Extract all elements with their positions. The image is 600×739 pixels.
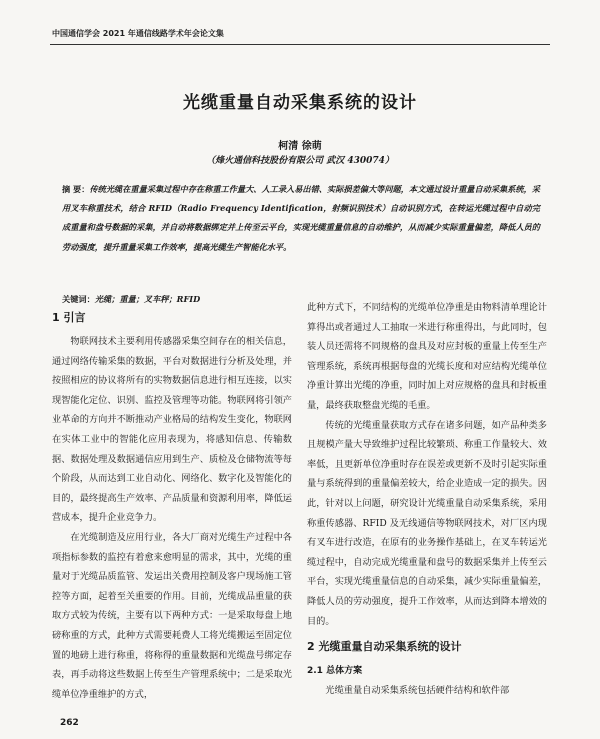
section-2-1-heading: 2.1 总体方案	[307, 666, 363, 677]
paper-authors: 柯清 徐萌	[278, 141, 322, 152]
section-1-paragraph-3: 此种方式下，不同结构的光缆单位净重是由物料清单理论计算得出或者通过人工抽取一米进行称重得出，与此同时，包装人员还需将不同规格的盘具及对应封板的重量上传至生产管理系统，系统再根据每盘的光缆长度和对应结构光缆单位净重计算出光缆的净重，同时加上对应规格的盘具和封板重量，最终获取整盘光缆的毛重。	[307, 302, 547, 411]
keywords-text: 光缆；重量；叉车秤；RFID	[94, 294, 201, 304]
right-column	[307, 298, 547, 701]
abstract-label: 摘 要：	[62, 184, 90, 194]
left-column	[52, 298, 292, 704]
section-1-paragraph-2: 在光缆制造及应用行业，各大厂商对光缆生产过程中各项指标参数的监控有着愈来愈明显的需求，其中，光缆的重量对于光缆品质监管、发运出关费用控制及客户现场施工管控等方面，起着至关重要的作用。目前，光缆成品重量的获取方式较为传统，主要有以下两种方式：一是采取每盘上地磅称重的方式，此种方式需要耗费人工将光缆搬运至固定位置的地磅上进行称重，将称得的重量数据和光缆盘号绑定存表，再手动将这些数据上传至生产管理系统中；二是采取光缆单位净重维护的方式，	[52, 531, 292, 700]
running-header: 中国通信学会 2021 年通信线路学术年会论文集	[52, 29, 224, 38]
section-1-heading: 1 引言	[52, 311, 86, 324]
abstract-text: 传统光缆在重量采集过程中存在称重工作量大、人工录入易出错、实际损差偏大等问题，本文通过设计重量自动采集系统，采用叉车称重技术，结合 RFID（Radio Frequency Identification，射频识别技术）自动识别方式，在转运光缆过程中自动完成重量和盘号数据的采集，并自动将数据绑定并上传至云平台，实现光缆重量信息的自动维护，从而减少实际重量偏差，降低人员的劳动强度，提升重量采集工作效率，提高光缆生产智能化水平。	[62, 184, 540, 252]
keywords-label: 关键词：	[62, 294, 95, 304]
paper-title: 光缆重量自动采集系统的设计	[183, 93, 417, 113]
header-rule	[50, 44, 550, 45]
paper-affiliation: （烽火通信科技股份有限公司 武汉 430074）	[206, 156, 394, 166]
section-2-1-paragraph-1: 光缆重量自动采集系统包括硬件结构和软件部	[325, 685, 510, 697]
abstract	[62, 180, 540, 257]
section-1-paragraph-1: 物联网技术主要利用传感器采集空间存在的相关信息，通过网络传输采集的数据，平台对数据进行分析及处理，并按照相应的协议将所有的实物数据信息进行相互连接，以实现智能化定位、识别、监控及管理等功能。物联网将引领产业革命的方向并不断推动产业格局的结构发生变化，物联网在实体工业中的智能化应用表现为，将感知信息、传输数据、数据处理及数据通信应用到生产、质检及仓储物流等每个阶段，从而达到工业自动化、网络化、数字化及智能化的目的，最终提高生产效率、产品质量和资源利用率，降低运营成本，提升企业竞争力。	[52, 336, 292, 524]
section-1-paragraph-4: 传统的光缆重量获取方式存在诸多问题，如产品种类多且规模产量大导致维护过程比较繁琐、称重工作量较大、效率低，且更新单位净重时存在误差或更新不及时引起实际重量与系统得到的重量偏差较大，给企业造成一定的损失。因此，针对以上问题，研究设计光缆重量自动采集系统，采用称重传感器、RFID 及无线通信等物联网技术，对厂区内现有叉车进行改造，在原有的业务操作基础上，在叉车转运光缆过程中，自动完成光缆重量和盘号的数据采集并上传至云平台，实现光缆重量信息的自动采集，减少实际重量偏差，降低人员的劳动强度，提升工作效率，从而达到降本增效的目的。	[307, 419, 547, 627]
page-number: 262	[60, 718, 79, 728]
section-2-heading: 2 光缆重量自动采集系统的设计	[307, 640, 462, 654]
